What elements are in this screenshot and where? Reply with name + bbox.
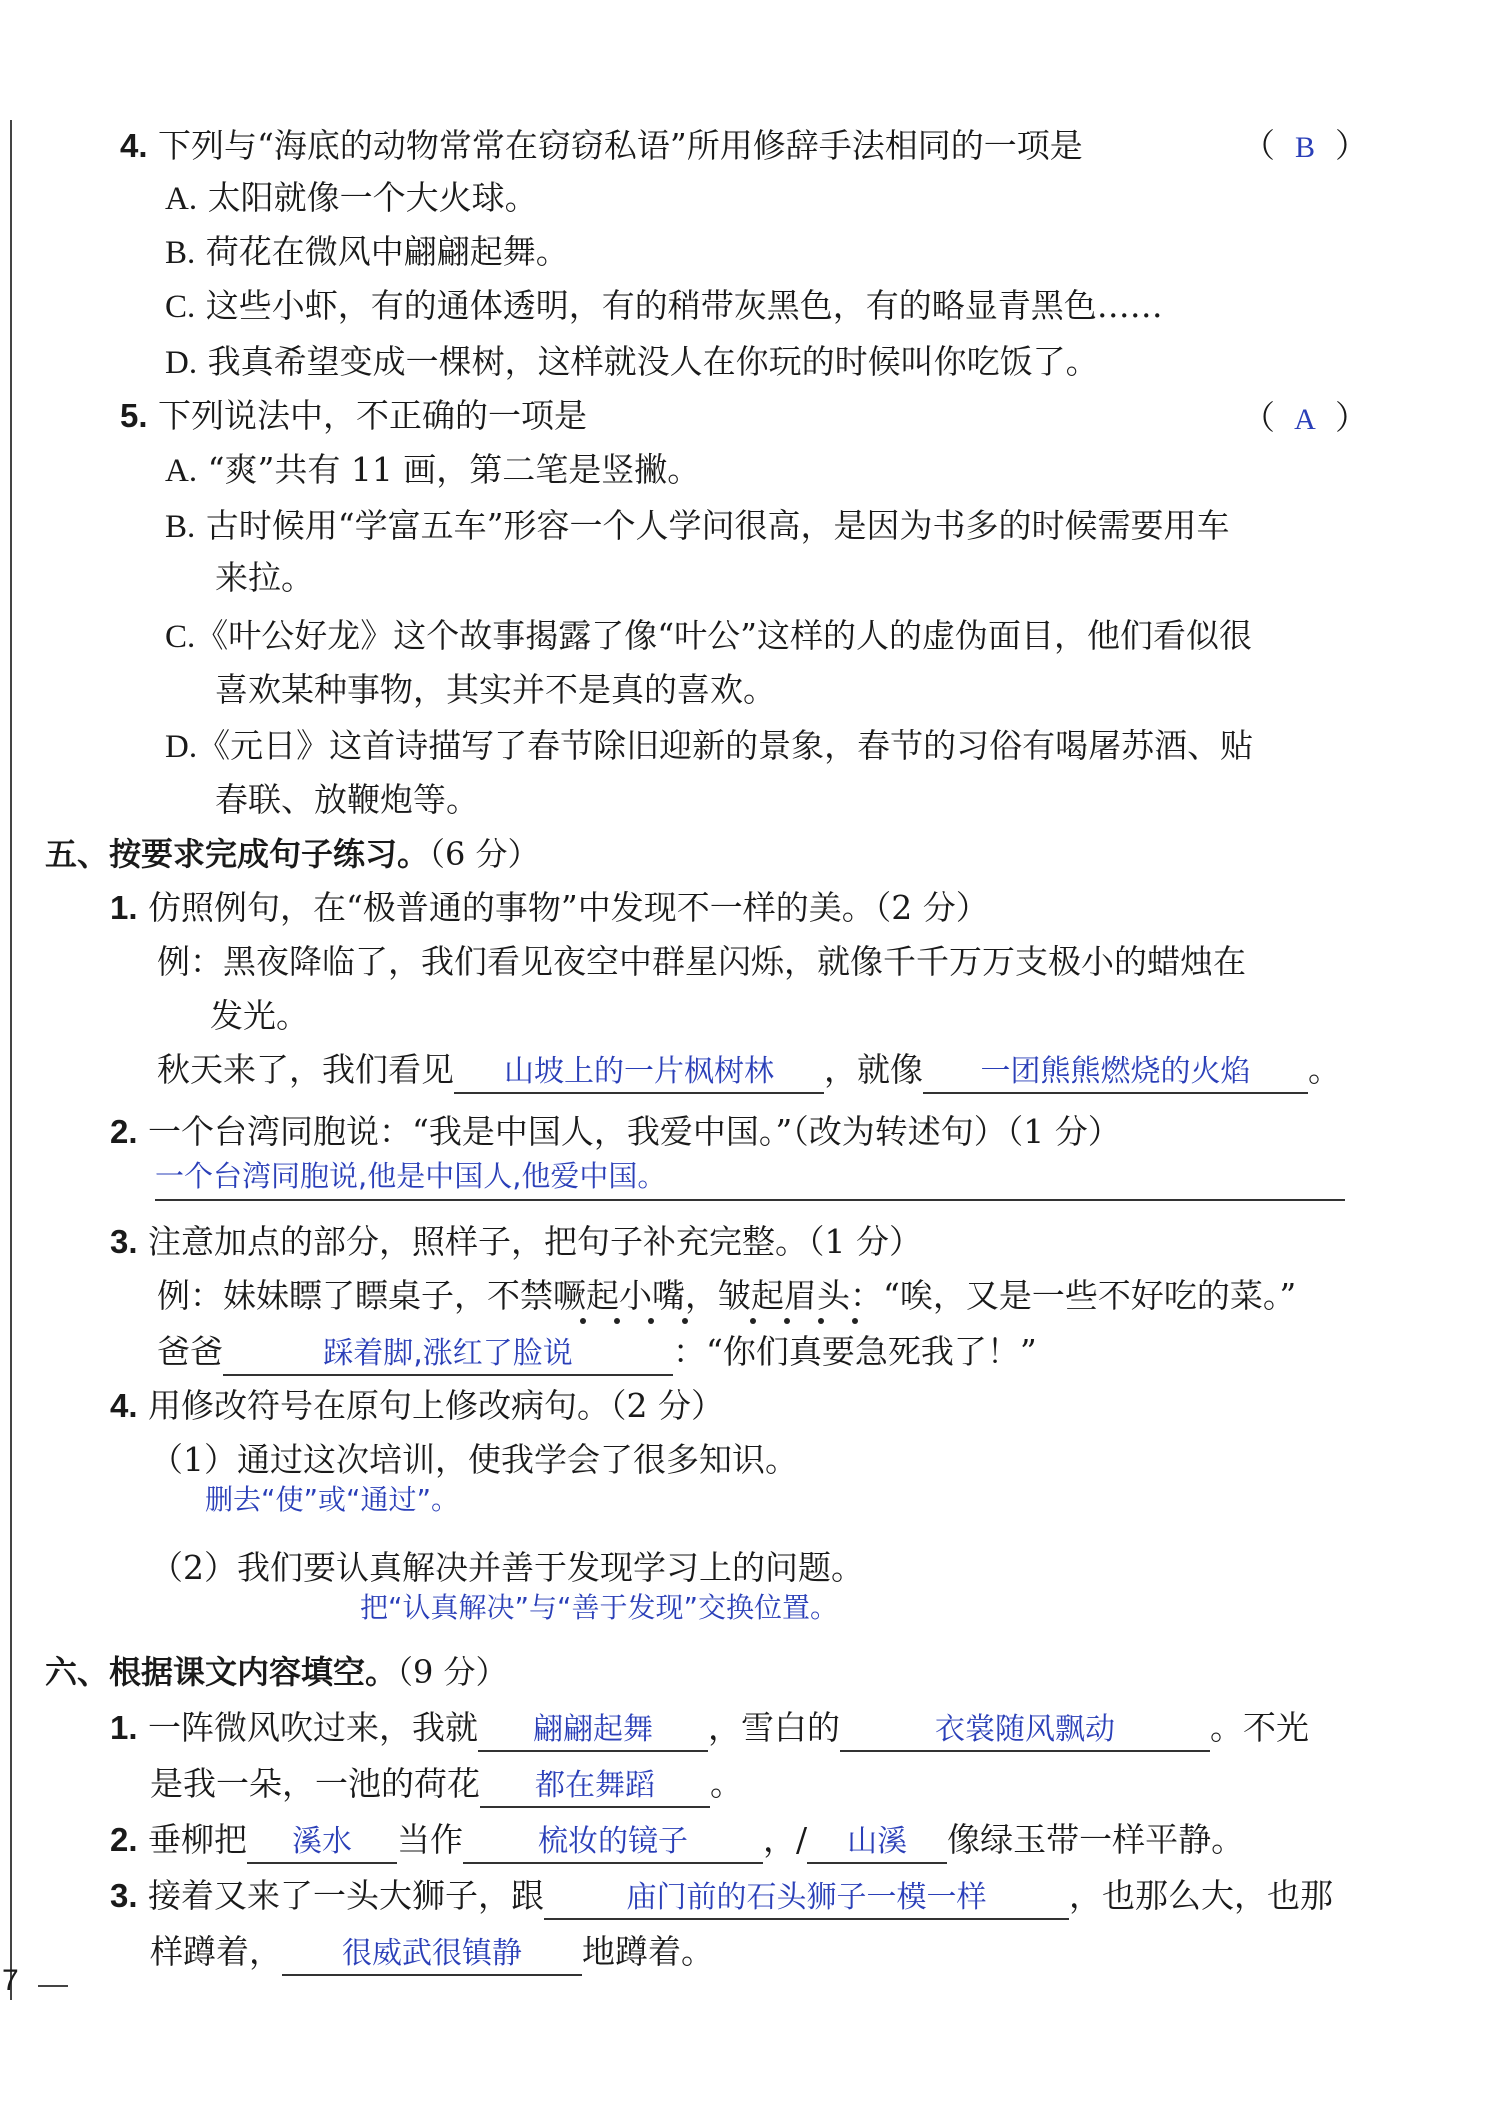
q5-option-d: D.《元日》这首诗描写了春节除旧迎新的景象，春节的习俗有喝屠苏酒、贴: [165, 726, 1254, 765]
s6-q3-blank-1[interactable]: 庙门前的石头狮子一模一样: [544, 1878, 1069, 1920]
q5-answer-paren: （ A ）: [1242, 396, 1368, 442]
emphasis-dot: [682, 1318, 688, 1324]
margin-line: [10, 120, 12, 2000]
q4-answer-paren: （ B ）: [1242, 124, 1368, 170]
q5-stem: 5. 下列说法中，不正确的一项是: [120, 396, 588, 435]
q5-option-c: C.《叶公好龙》这个故事揭露了像“叶公”这样的人的虚伪面目，他们看似很: [165, 616, 1253, 655]
s6-q1-line-1: 1. 一阵微风吹过来，我就 翩翩起舞 ，雪白的 衣裳随风飘动 。不光: [110, 1706, 1309, 1752]
emphasis-dot: [784, 1318, 790, 1324]
footer-dash: [38, 1985, 68, 1987]
emphasis-dot: [614, 1318, 620, 1324]
s5-q4-stem: 4. 用修改符号在原句上修改病句。（2 分）: [110, 1386, 725, 1425]
s5-q1-stem: 1. 仿照例句，在“极普通的事物”中发现不一样的美。（2 分）: [110, 888, 989, 927]
s6-q1-blank-3[interactable]: 都在舞蹈: [480, 1766, 710, 1808]
q5-option-b-cont: 来拉。: [215, 558, 314, 597]
s6-q3-blank-2[interactable]: 很威武很镇静: [282, 1934, 582, 1976]
q4-answer: B: [1294, 131, 1315, 164]
emphasis-dot: [580, 1318, 586, 1324]
s6-q2-blank-3[interactable]: 山溪: [807, 1822, 947, 1864]
s6-q3-line-2: 样蹲着， 很威武很镇静 地蹲着。: [150, 1930, 714, 1976]
q4-stem: 4. 下列与“海底的动物常常在窃窃私语”所用修辞手法相同的一项是: [120, 126, 1083, 165]
q4-option-b: B. 荷花在微风中翩翩起舞。: [165, 232, 569, 271]
emphasis-dot: [818, 1318, 824, 1324]
s5-q4-sentence-1: （1）通过这次培训，使我学会了很多知识。: [150, 1440, 798, 1479]
emphasis-dot: [648, 1318, 654, 1324]
s5-q4-correction-1: 删去“使”或“通过”。: [205, 1483, 460, 1516]
q4-option-c: C. 这些小虾，有的通体透明，有的稍带灰黑色，有的略显青黑色……: [165, 286, 1163, 325]
emphasis-dot: [750, 1318, 756, 1324]
s6-q1-blank-2[interactable]: 衣裳随风飘动: [840, 1710, 1210, 1752]
s5-q2-stem: 2. 一个台湾同胞说：“我是中国人，我爱中国。”（改为转述句）（1 分）: [110, 1112, 1121, 1151]
s6-q2-blank-1[interactable]: 溪水: [247, 1822, 397, 1864]
s6-q2-blank-2[interactable]: 梳妆的镜子: [463, 1822, 763, 1864]
s5-q3-example: 例：妹妹瞟了瞟桌子，不禁噘起小嘴，皱起眉头：“唉，又是一些不好吃的菜。”: [157, 1276, 1297, 1315]
s5-q4-sentence-2: （2）我们要认真解决并善于发现学习上的问题。: [150, 1548, 864, 1587]
s5-q1-example-cont: 发光。: [210, 996, 309, 1035]
section-6-heading: 六、根据课文内容填空。（9 分）: [45, 1653, 508, 1691]
s5-q3-stem: 3. 注意加点的部分，照样子，把句子补充完整。（1 分）: [110, 1222, 923, 1261]
s5-q1-example: 例：黑夜降临了，我们看见夜空中群星闪烁，就像千千万万支极小的蜡烛在: [157, 942, 1246, 981]
q5-answer: A: [1294, 403, 1316, 436]
q5-option-c-cont: 喜欢某种事物，其实并不是真的喜欢。: [215, 670, 776, 709]
s5-q1-blank-2[interactable]: 一团熊熊燃烧的火焰: [923, 1052, 1308, 1094]
s6-q2-line: 2. 垂柳把 溪水 当作 梳妆的镜子 ，/ 山溪 像绿玉带一样平静。: [110, 1818, 1244, 1864]
q4-option-a: A. 太阳就像一个大火球。: [165, 178, 538, 217]
q4-option-d: D. 我真希望变成一棵树，这样就没人在你玩的时候叫你吃饭了。: [165, 342, 1099, 381]
s5-q1-answer-line: 秋天来了，我们看见 山坡上的一片枫树林 ，就像 一团熊熊燃烧的火焰 。: [157, 1048, 1341, 1094]
s5-q3-blank[interactable]: 踩着脚,涨红了脸说: [223, 1334, 673, 1376]
s6-q1-blank-1[interactable]: 翩翩起舞: [478, 1710, 708, 1752]
q5-option-b: B. 古时候用“学富五车”形容一个人学问很高，是因为书多的时候需要用车: [165, 506, 1230, 545]
s5-q4-correction-2: 把“认真解决”与“善于发现”交换位置。: [360, 1591, 839, 1624]
emphasis-dot: [852, 1318, 858, 1324]
s5-q3-answer-line: 爸爸 踩着脚,涨红了脸说 ：“你们真要急死我了！”: [157, 1330, 1037, 1376]
s5-q2-answer[interactable]: 一个台湾同胞说,他是中国人,他爱中国。: [155, 1159, 667, 1193]
section-5-heading: 五、按要求完成句子练习。（6 分）: [45, 835, 540, 873]
s5-q1-blank-1[interactable]: 山坡上的一片枫树林: [454, 1052, 824, 1094]
page-number: 7: [2, 1964, 19, 1997]
s6-q3-line-1: 3. 接着又来了一头大狮子，跟 庙门前的石头狮子一模一样 ，也那么大，也那: [110, 1874, 1333, 1920]
q5-option-a: A. “爽”共有 11 画，第二笔是竖撇。: [165, 450, 701, 489]
s6-q1-line-2: 是我一朵，一池的荷花 都在舞蹈 。: [150, 1762, 743, 1808]
q5-option-d-cont: 春联、放鞭炮等。: [215, 780, 479, 819]
s5-q2-answer-line: [155, 1199, 1345, 1201]
